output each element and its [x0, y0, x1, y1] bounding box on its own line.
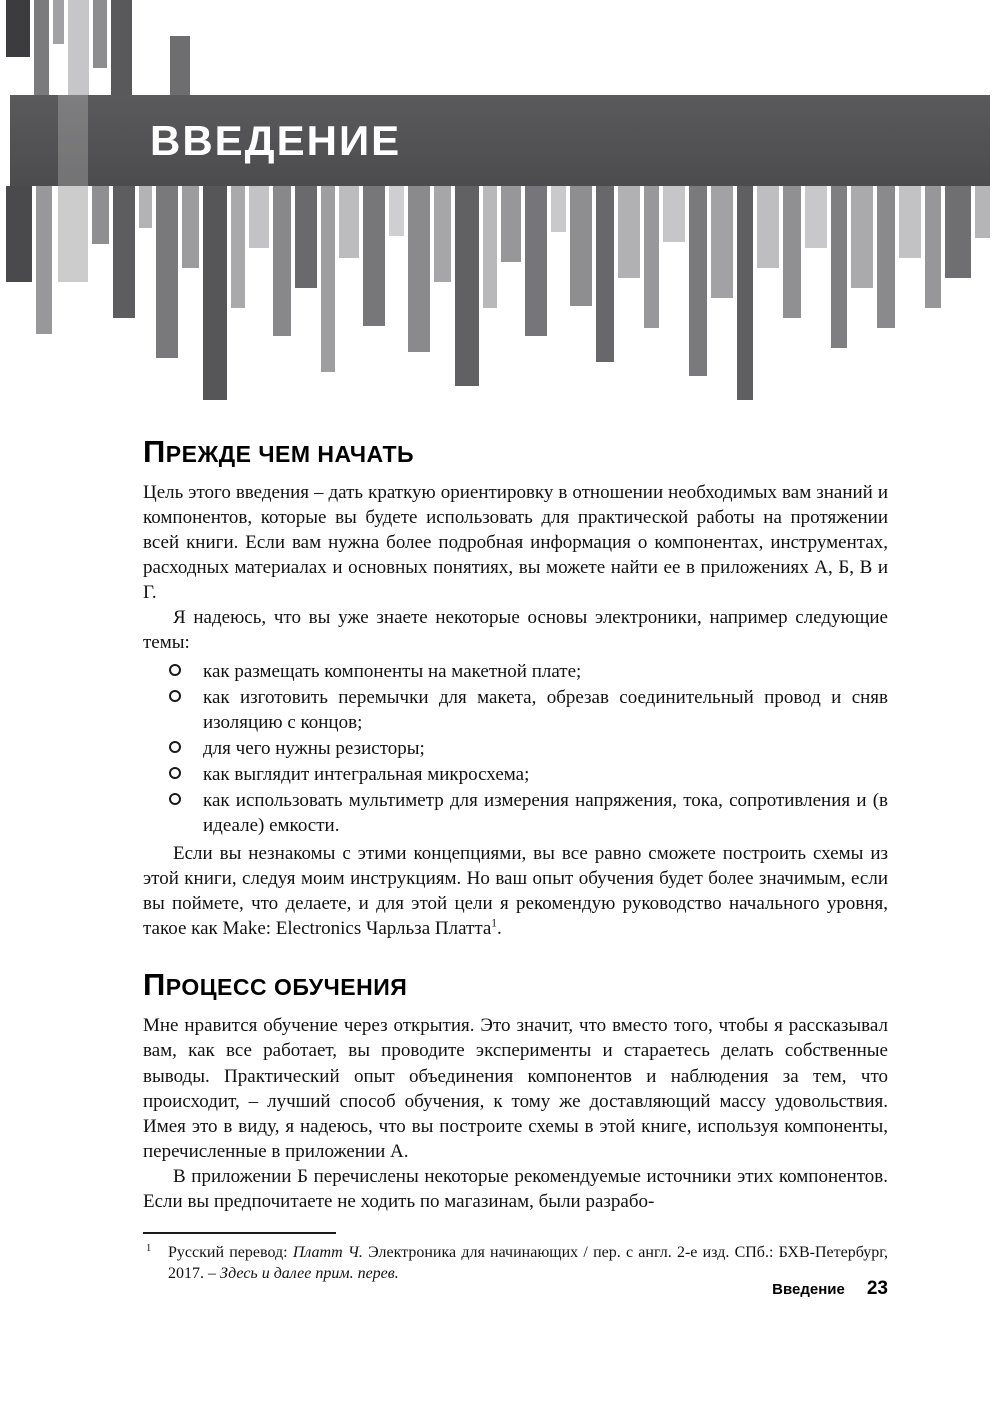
footnote-text-part: Русский перевод: — [168, 1244, 293, 1262]
paragraph: В приложении Б перечислены некоторые рекомендуемые источники этих компонентов. Если вы предпочитаете не ходить по магазинам, были разрабо- — [143, 1165, 888, 1212]
circle-bullet-icon — [169, 741, 181, 753]
section-heading-learning-process: ПРОЦЕСС ОБУЧЕНИЯ — [143, 967, 408, 1003]
footnote-text-part: Электроника для начинающих / пер. с англ. 2-е изд. СПб.: БХВ-Петербург, 2017. – — [168, 1244, 889, 1283]
footer-section-label: Введение — [772, 1281, 845, 1298]
decorative-header — [0, 0, 1000, 400]
paragraph-text: Если вы незнакомы с этими концепциями, вы все равно сможете построить схемы из этой книги, следуя моим инструкциям. Но ваш опыт обучения будет более значимым, если вы поймете, что делаете, и для этой цели я рекомендую руководство начального уровня, такое как Make: Electronics Чарльза Платта — [143, 843, 888, 940]
list-item — [169, 736, 888, 761]
bullet-list — [143, 659, 888, 839]
footnote-separator — [143, 1232, 336, 1234]
circle-bullet-icon — [169, 690, 181, 702]
paragraph: Цель этого введения – дать краткую ориентировку в отношении необходимых вам знаний и компонентов, которые вы будете использовать для практической работы на протяжении всей книги. Если вам нужна более подробная информация о компонентах, инструментах, расходных материалах и основных понятиях, вы можете найти ее в приложениях А, Б, В и Г. — [143, 482, 888, 604]
page-footer — [772, 1278, 888, 1300]
list-item — [169, 659, 888, 684]
list-item-text: как размещать компоненты на макетной плате; — [203, 660, 582, 682]
footnote-text-italic: Здесь и далее прим. перев. — [220, 1265, 399, 1283]
section-heading-before-start: ПРЕЖДЕ ЧЕМ НАЧАТЬ — [143, 434, 415, 469]
list-item — [169, 685, 888, 735]
circle-bullet-icon — [169, 767, 181, 779]
paragraph — [143, 841, 888, 941]
paragraph: Я надеюсь, что вы уже знаете некоторые основы электроники, например следующие темы: — [143, 607, 888, 654]
footnote-text — [168, 1244, 888, 1282]
footnote-text-italic: Платт Ч. — [292, 1244, 363, 1262]
paragraph-text: . — [497, 918, 502, 940]
circle-bullet-icon — [169, 793, 181, 805]
list-item-text: как выглядит интегральная микросхема; — [203, 763, 530, 785]
list-item-text: для чего нужны резисторы; — [203, 737, 425, 759]
list-item-text: как изготовить перемычки для макета, обрезав соединительный провод и сняв изоляцию с концов; — [203, 686, 888, 733]
footer-page-number: 23 — [866, 1278, 888, 1299]
page-content — [143, 434, 888, 1284]
list-item — [169, 788, 888, 838]
footnote-reference: 1 — [491, 918, 497, 930]
title-band — [10, 95, 990, 186]
decor-bars — [0, 0, 1000, 400]
list-item-text: как использовать мультиметр для измерения напряжения, тока, сопротивления и (в идеале) емкости. — [203, 789, 888, 837]
footnote-marker: 1 — [146, 1243, 152, 1255]
circle-bullet-icon — [169, 664, 181, 676]
page-title: ВВЕДЕНИЕ — [150, 116, 402, 164]
paragraph: Мне нравится обучение через открытия. Это значит, что вместо того, чтобы я рассказывал вам, как все работает, вы проводите эксперименты и стараетесь делать собственные выводы. Практический опыт объединения компонентов и наблюдения за тем, что происходит, – лучший способ обучения, к тому же доставляющий массу удовольствия. Имея это в виду, я надеюсь, что вы построите схемы в этой книге, используя компоненты, перечисленные в приложении А. — [143, 1015, 888, 1162]
list-item — [169, 762, 888, 787]
